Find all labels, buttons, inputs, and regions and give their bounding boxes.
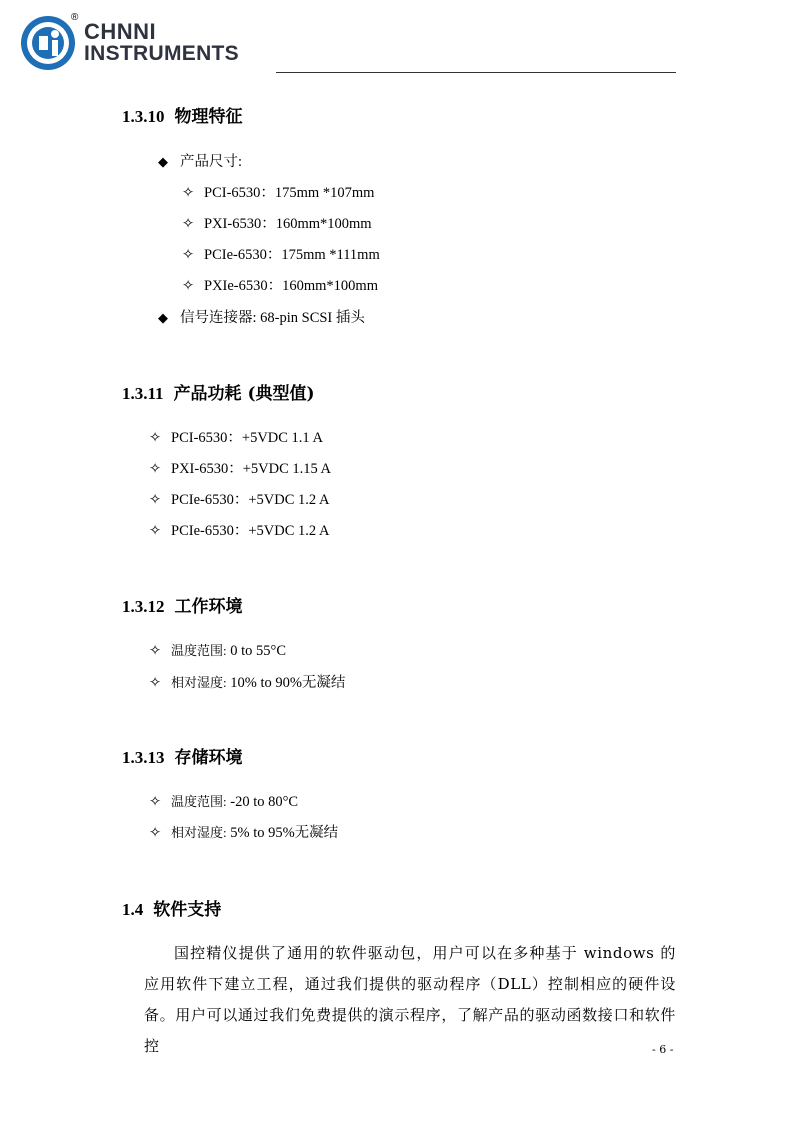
header-rule [276,72,676,73]
four-point-star-icon: ✧ [182,216,195,232]
four-point-star-icon: ✧ [149,523,162,539]
list-item: ✧ PCIe-6530：+5VDC 1.2 A [149,523,330,539]
list-item: ✧ PCI-6530：+5VDC 1.1 A [149,430,323,446]
page-number: - 6 - [652,1043,674,1056]
list-item: ✧ 温度范围: -20 to 80°C [149,794,299,810]
four-point-star-icon: ✧ [149,643,162,659]
paragraph-text: 国控精仪提供了通用的软件驱动包，用户可以在多种基于 windows 的应用软件下建立工程，通过我们提供的驱动程序（DLL）控制相应的硬件设备。用户可以通过我们免费提供的演示程序，了解产品的驱动函数接口和软件控 [144,944,676,1055]
list-item: ◆ 产品尺寸: [158,152,242,173]
list-item: ✧ PXI-6530：+5VDC 1.15 A [149,461,332,477]
section-heading-storage-env: 1.3.13 存储环境 [122,748,243,768]
four-point-star-icon: ✧ [149,492,162,508]
four-point-star-icon: ✧ [182,278,195,294]
section-heading-software: 1.4 软件支持 [122,900,222,920]
software-paragraph [144,938,676,1062]
four-point-star-icon: ✧ [149,675,162,691]
black-diamond-icon: ◆ [158,155,168,170]
four-point-star-icon: ✧ [149,825,162,841]
four-point-star-icon: ✧ [182,247,195,263]
chnni-logo-icon [19,14,77,72]
four-point-star-icon: ✧ [149,430,162,446]
list-item: ✧ 相对湿度: 10% to 90%无凝结 [149,675,346,691]
brand-name: CHNNI [84,19,157,44]
list-item: ✧ PXIe-6530：160mm*100mm [182,278,378,294]
black-diamond-icon: ◆ [158,311,168,326]
registered-mark: ® [71,12,79,23]
list-item: ◆ 信号连接器: 68-pin SCSI 插头 [158,308,365,329]
section-heading-work-env: 1.3.12 工作环境 [122,597,243,617]
list-item: ✧ 相对湿度: 5% to 95%无凝结 [149,825,339,841]
list-item: ✧ 温度范围: 0 to 55°C [149,643,286,659]
list-item: ✧ PCIe-6530：+5VDC 1.2 A [149,492,330,508]
four-point-star-icon: ✧ [149,461,162,477]
four-point-star-icon: ✧ [149,794,162,810]
section-heading-power: 1.3.11 产品功耗 (典型值) [122,384,315,404]
list-item: ✧ PCIe-6530：175mm *111mm [182,247,380,263]
four-point-star-icon: ✧ [182,185,195,201]
list-item: ✧ PCI-6530：175mm *107mm [182,185,375,201]
brand-subtitle: INSTRUMENTS [84,42,239,65]
section-heading-physical: 1.3.10 物理特征 [122,107,243,127]
list-item: ✧ PXI-6530：160mm*100mm [182,216,372,232]
